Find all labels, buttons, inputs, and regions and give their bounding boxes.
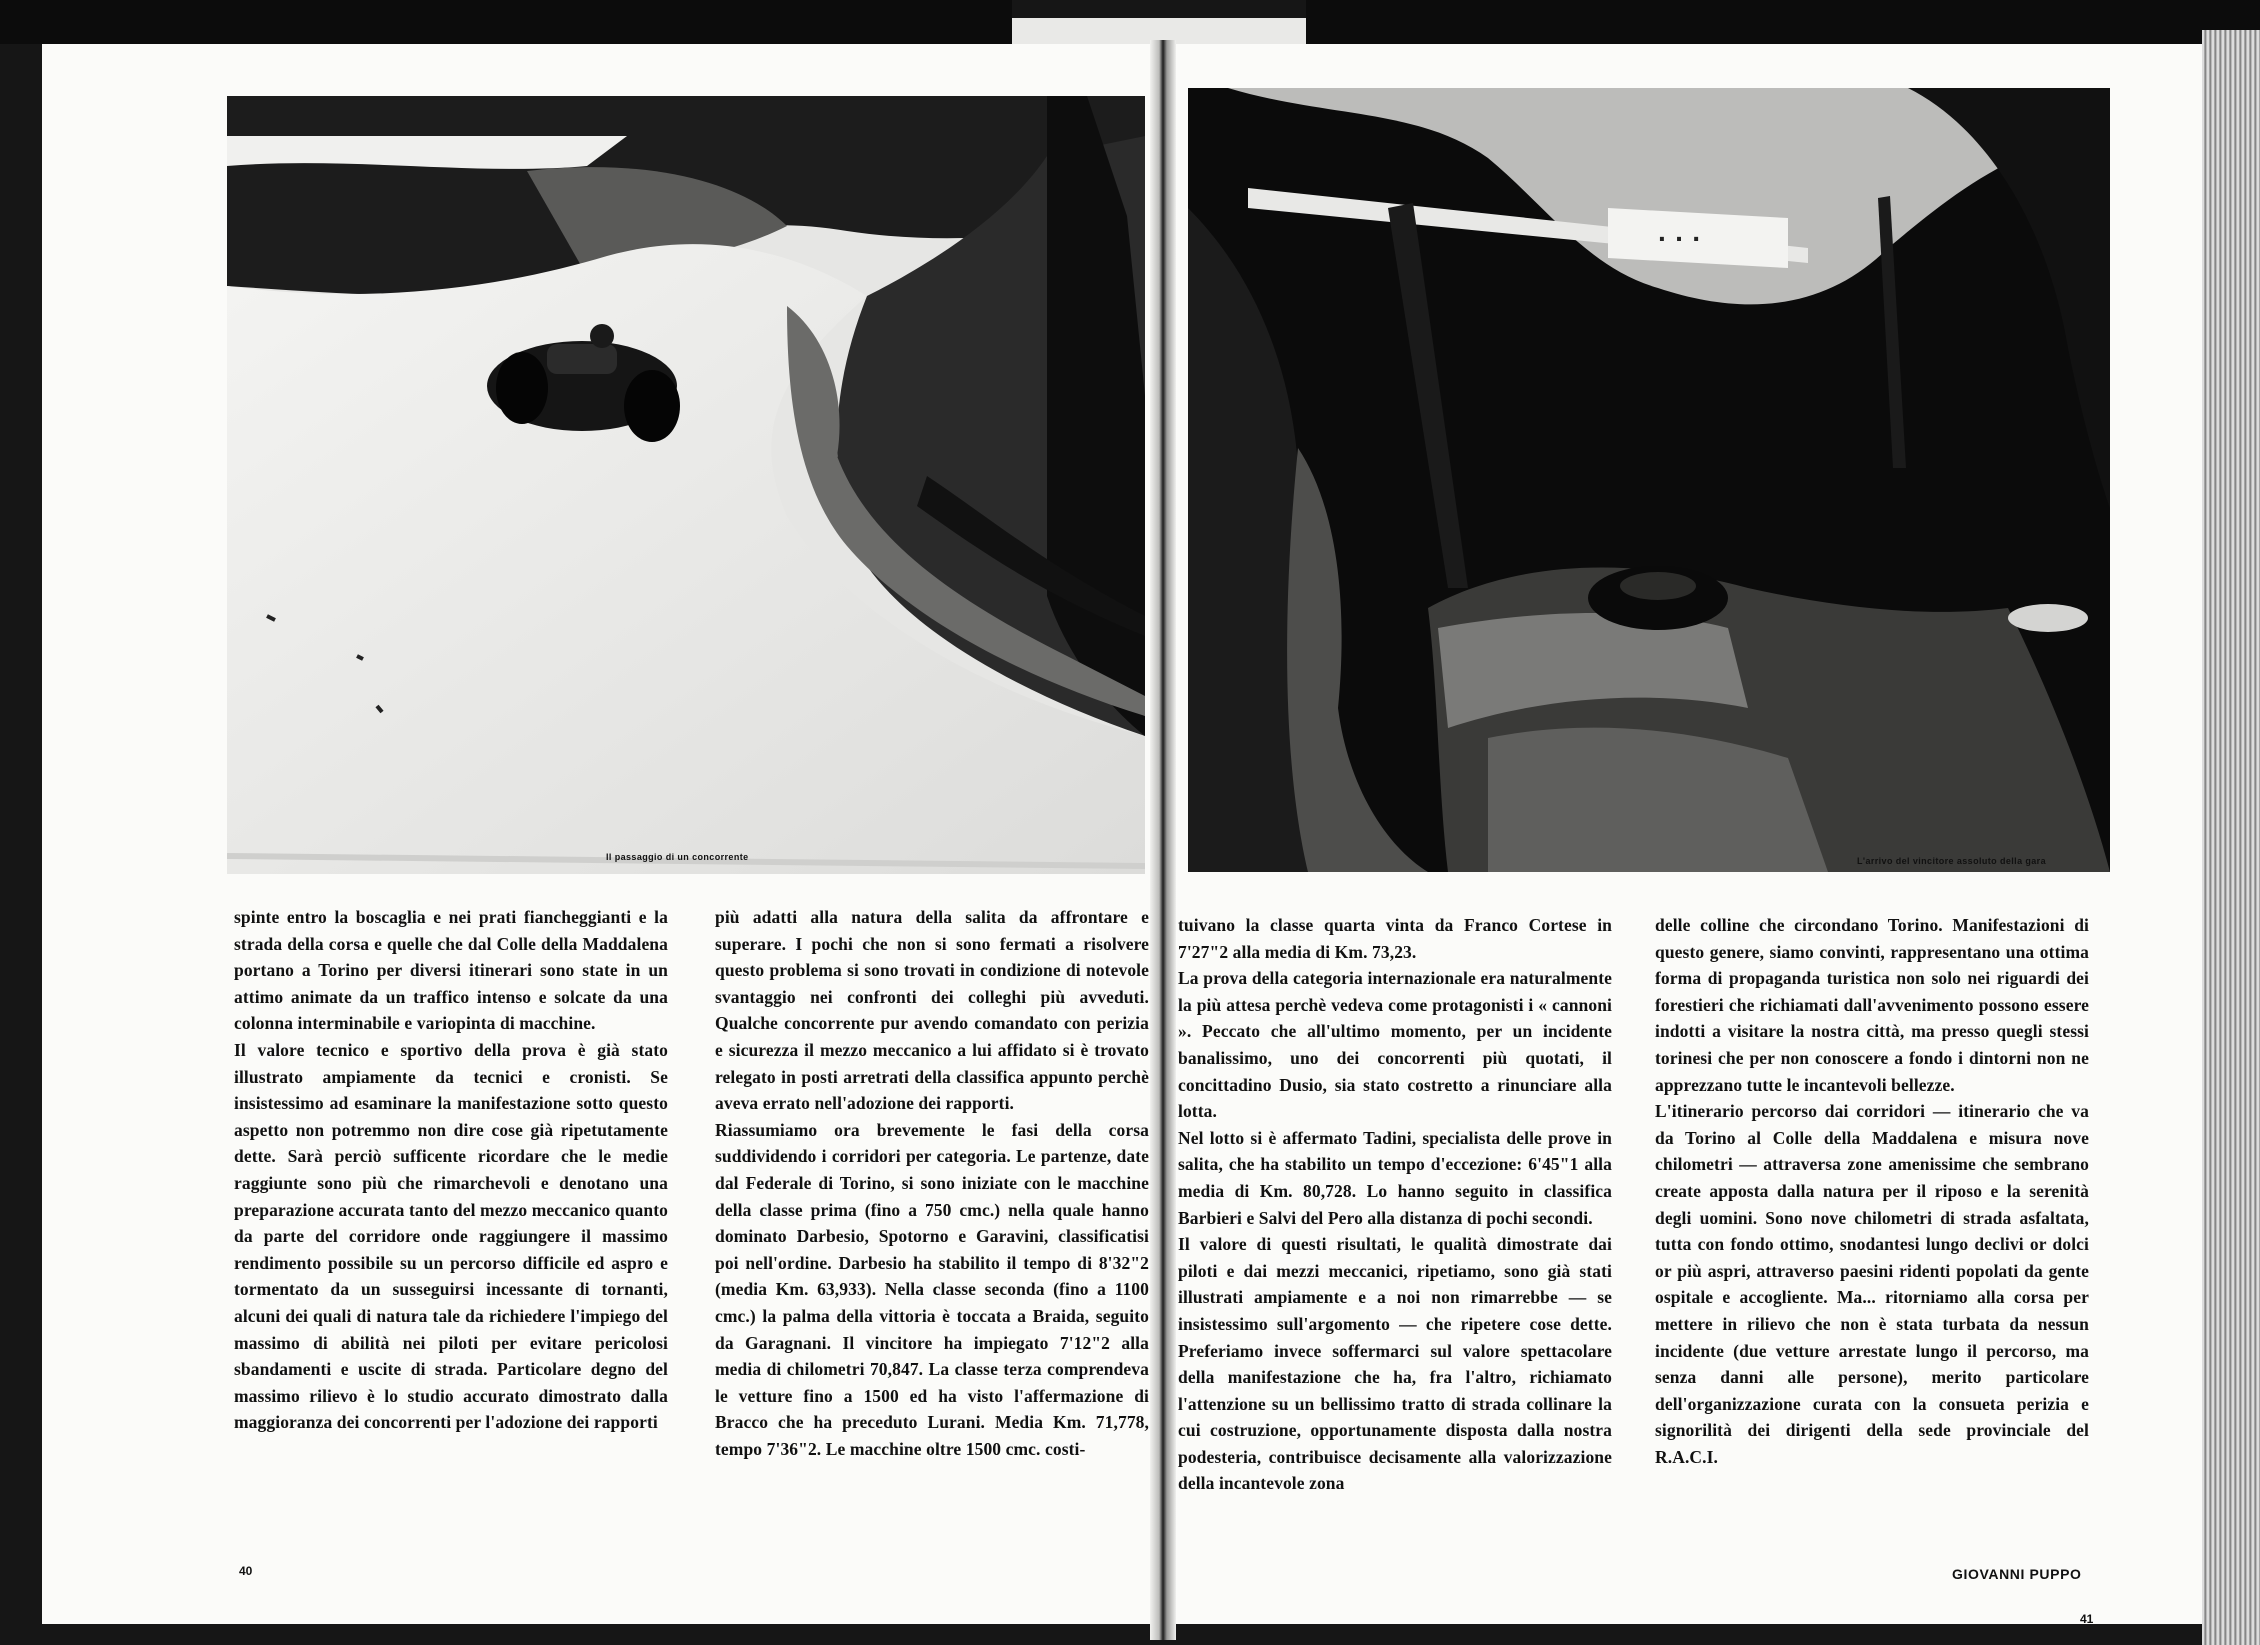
page-edges [2202,30,2260,1645]
paragraph: tuivano la classe quarta vinta da Franco Cortese in 7'27"2 alla media di Km. 73,23. [1178,915,1612,962]
book-spine [1150,40,1176,1640]
page-number-left: 40 [239,1564,253,1578]
paragraph: La prova della categoria internazionale era naturalmente la più attesa perchè vedeva come protagonisti i « cannoni ». Peccato che all'ultimo momento, per un incidente banalissimo, uno dei concorrenti più quotati, il concittadino Dusio, sia stato costretto a rinunciare alla lotta. [1178,968,1612,1122]
right-column-1 [1178,912,1612,1497]
author-signature: GIOVANNI PUPPO [1952,1566,2082,1582]
race-car-photo [227,96,1145,874]
left-column-1 [234,904,668,1436]
paragraph: Nel lotto si è affermato Tadini, specialista delle prove in salita, che ha stabilito un tempo d'eccezione: 6'45"1 alla media di Km. 80,728. Lo hanno seguito in classifica Barbieri e Salvi del Pero alla distanza di pochi secondi. [1178,1127,1612,1228]
left-column-2 [715,904,1149,1462]
right-photo-caption: L'arrivo del vincitore assoluto della gara [1857,856,2046,866]
paragraph: Il valore tecnico e sportivo della prova è già stato illustrato ampiamente da tecnici e cronisti. Se insistessimo ad esaminare la manifestazione sotto questo aspetto non potremmo non dire cose già ripetutamente dette. Sarà perciò sufficente ricordare che le medie raggiunte sono più che rimarchevoli e denotano una preparazione accurata tanto del mezzo meccanico quanto da parte del corridore onde raggiungere il massimo rendimento possibile su un percorso difficile ed aspro e tormentato da un susseguirsi incessante di tornanti, alcuni dei quali di natura tale da richiedere l'impiego del massimo di abilità nei piloti per evitare pericolosi sbandamenti e uscite di strada. Particolare degno del massimo rilievo è lo studio accurato dimostrato dalla maggioranza dei concorrenti per l'adozione dei rapporti [234,1039,668,1433]
left-page [42,44,1158,1624]
paragraph: spinte entro la boscaglia e nei prati fiancheggianti e la strada della corsa e quelle che dal Colle della Maddalena portano a Torino per diversi itinerari sono state in un attimo animate da un traffico intenso e solcate da una colonna interminabile e variopinta di macchine. [234,907,668,1034]
page-number-right: 41 [2080,1612,2094,1624]
right-page [1170,44,2202,1624]
paragraph: L'itinerario percorso dai corridori — itinerario che va da Torino al Colle della Maddalena e misura nove chilometri — attraversa zone amenissime che sembrano create apposta dalla natura per il riposo e la serenità degli uomini. Sono nove chilometri di strada asfaltata, tutta con fondo ottimo, snodantesi lungo declivi or dolci or più aspri, attraverso paesini ridenti popolati da gente ospitale e accogliente. Ma... ritorniamo alla corsa per mettere in rilievo che non è stata turbata da nessun incidente (due vetture arrestate lungo il percorso, ma senza danni alle persone), merito particolare dell'organizzazione curata con la consueta perizia e signorilità dei dirigenti della sede provinciale del R.A.C.I. [1655,1101,2089,1467]
paragraph: Riassumiamo ora brevemente le fasi della corsa suddividendo i corridori per categoria. Le partenze, date dal Federale di Torino, si sono iniziate con le macchine della classe prima (fino a 750 cmc.) nella quale hanno dominato Darbesio, Spotorno e Garavini, classificatisi poi nell'ordine. Darbesio ha stabilito il tempo di 8'32"2 (media Km. 63,933). Nella classe seconda (fino a 1100 cmc.) la palma della vittoria è toccata a Braida, seguito da Garagnani. Il vincitore ha impiegato 7'12"2 alla media di chilometri 70,847. La classe terza comprendeva le vetture fino a 1500 ed ha visto l'affermazione di Bracco che ha preceduto Lurani. Media Km. 71,778, tempo 7'36"2. Le macchine oltre 1500 cmc. costi- [715,1119,1149,1459]
svg-text:· · ·: · · · [1658,223,1702,254]
finish-line-photo [1188,88,2110,872]
paragraph: Il valore di questi risultati, le qualità dimostrate dai piloti e dai mezzi meccanici, ripetiamo, sono già stati illustrati ampiamente e a noi non rimarrebbe — se insistessimo sull'argomento — che ripetere cose dette. Preferiamo invece soffermarci sul valore spettacolare della manifestazione che ha, fra l'altro, richiamato l'attenzione su un bellissimo tratto di strada collinare la cui costruzione, opportunamente disposta dalla nostra podesteria, contribuisce decisamente alla valorizzazione della incantevole zona [1178,1234,1612,1494]
right-column-2 [1655,912,2089,1470]
paragraph: delle colline che circondano Torino. Manifestazioni di questo genere, siamo convinti, rappresentano una ottima forma di propaganda turistica non solo nei riguardi dei forestieri che richiamati dall'avvenimento possono essere indotti a visitare la nostra città, ma presso quegli stessi torinesi che per non conoscere a fondo i dintorni non ne apprezzano tutte le incantevoli bellezze. [1655,915,2089,1095]
top-edge-dark [1306,0,2260,44]
paragraph: più adatti alla natura della salita da affrontare e superare. I pochi che non si sono fermati a risolvere questo problema si sono trovati in condizione di notevole svantaggio nei confronti dei colleghi più avveduti. Qualche concorrente pur avendo comandato con perizia e sicurezza il mezzo meccanico a lui affidato si è trovato relegato in posti arretrati della classifica appunto perchè aveva errato nell'adozione dei rapporti. [715,907,1149,1114]
top-edge-dark [0,0,1012,44]
left-photo-caption: Il passaggio di un concorrente [606,852,749,862]
